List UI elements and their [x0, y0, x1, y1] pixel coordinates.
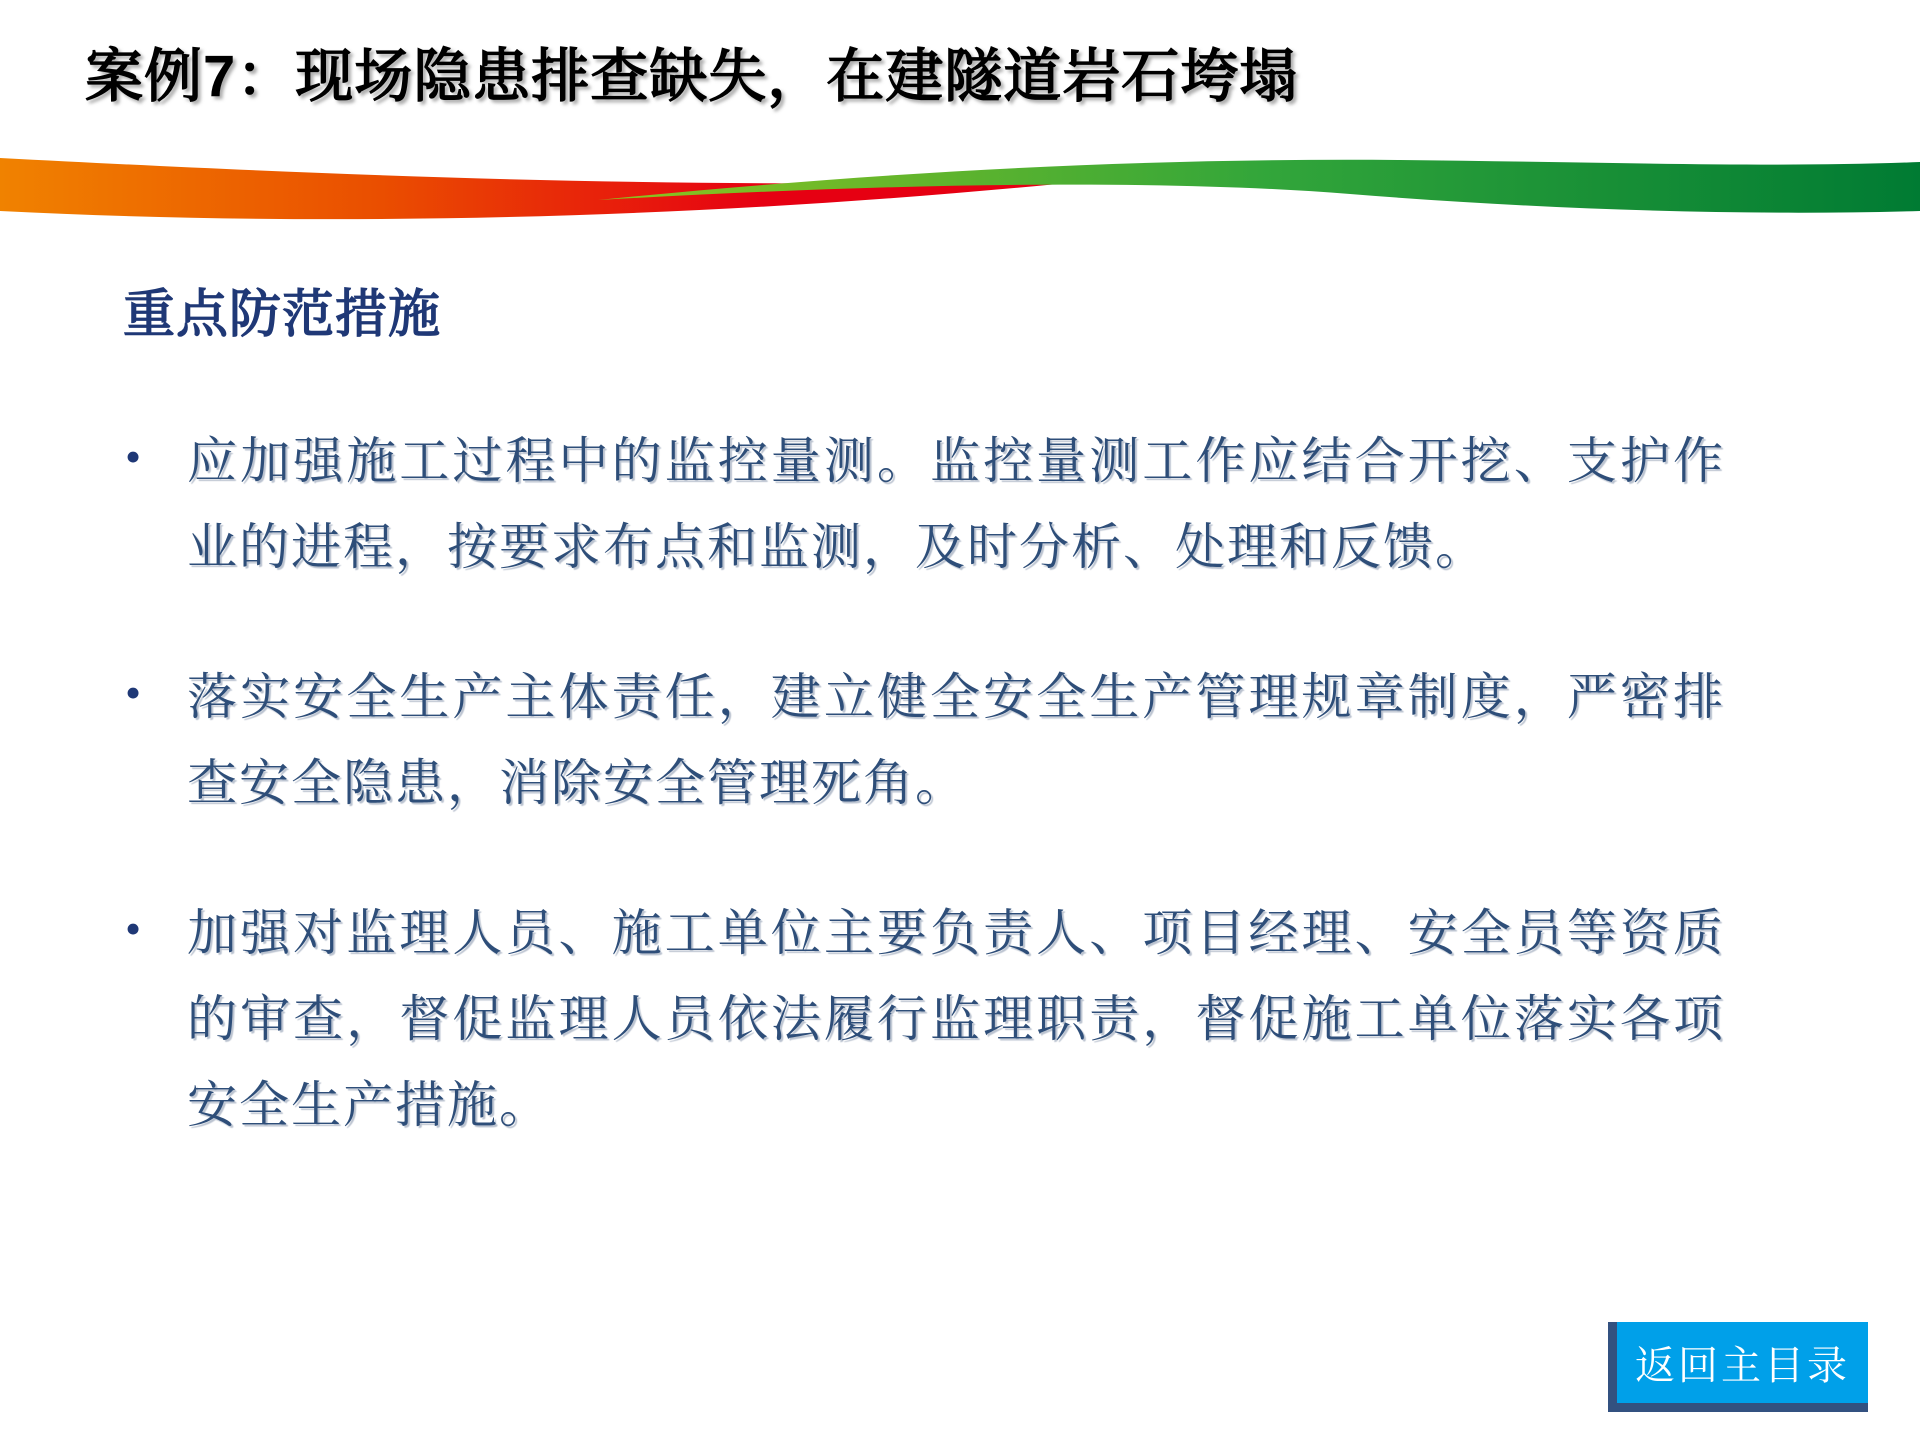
slide-title: 案例7：现场隐患排查缺失，在建隧道岩石垮塌: [85, 44, 1299, 109]
bullet-item: [125, 654, 1725, 826]
bullet-item: [125, 418, 1725, 590]
bullet-icon: •: [125, 667, 144, 718]
back-to-main-menu-button[interactable]: 返回主目录: [1608, 1322, 1868, 1412]
bullet-item: [125, 890, 1725, 1148]
bullet-text: 加强对监理人员、施工单位主要负责人、项目经理、安全员等资质的审查，督促监理人员依法履行监理职责，督促施工单位落实各项安全生产措施。: [187, 905, 1725, 1133]
bullet-list: [125, 418, 1725, 1212]
bullet-icon: •: [125, 431, 144, 482]
ribbon-green-wave: [598, 160, 1920, 213]
ribbon-red-wave: [0, 158, 1088, 219]
bullet-text: 应加强施工过程中的监控量测。监控量测工作应结合开挖、支护作业的进程，按要求布点和监测，及时分析、处理和反馈。: [187, 433, 1725, 575]
bullet-text: 落实安全生产主体责任，建立健全安全生产管理规章制度，严密排查安全隐患，消除安全管理死角。: [187, 669, 1725, 811]
bullet-icon: •: [125, 903, 144, 954]
section-heading: 重点防范措施: [123, 286, 442, 344]
ribbon-swoosh-decoration: [0, 118, 1920, 266]
